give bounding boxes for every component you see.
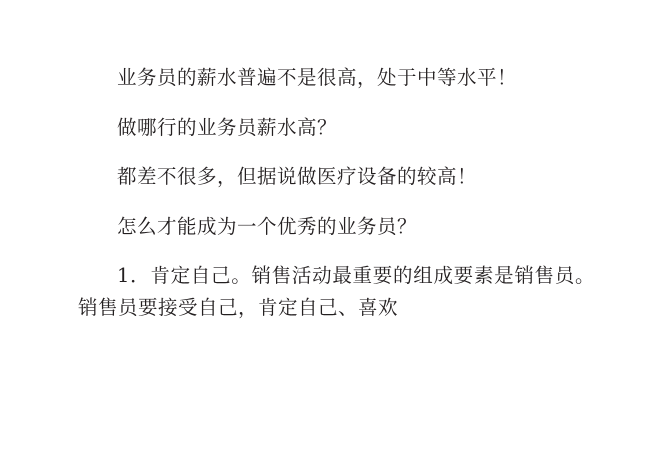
document-body xyxy=(78,62,595,323)
paragraph-2: 做哪行的业务员薪水高？ xyxy=(117,115,338,139)
paragraph-4: 怎么才能成为一个优秀的业务员？ xyxy=(117,214,418,238)
paragraph-1: 业务员的薪水普遍不是很高，处于中等水平！ xyxy=(117,66,518,89)
paragraph-5: 1．肯定自己。销售活动最重要的组成要素是销售员。销售员要接受自己，肯定自己、喜欢 xyxy=(78,264,595,319)
paragraph-3: 都差不很多，但据说做医疗设备的较高！ xyxy=(117,165,478,189)
